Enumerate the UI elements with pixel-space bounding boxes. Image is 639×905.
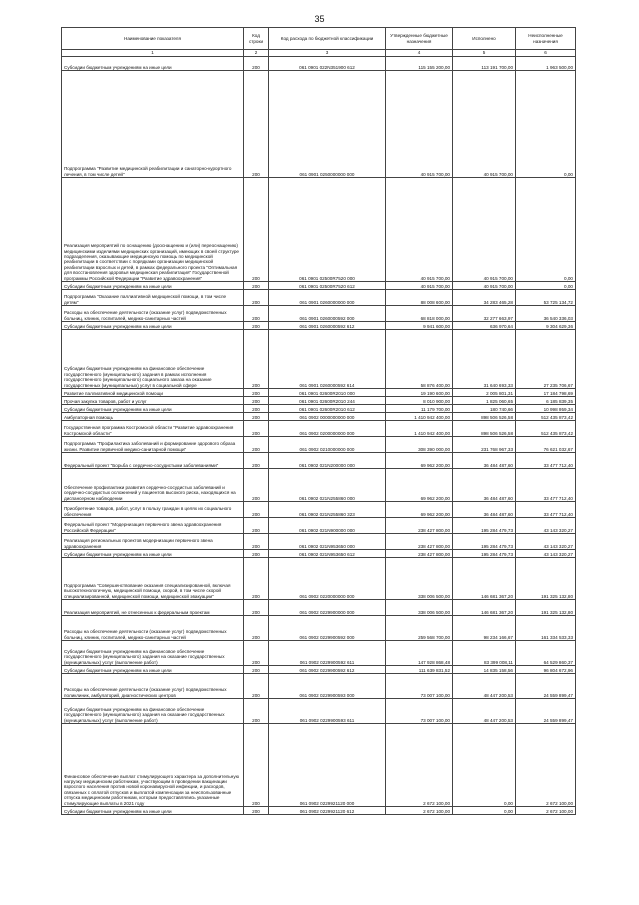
row-executed: 0,00: [453, 724, 516, 807]
row-line-code: 200: [244, 453, 269, 469]
row-name: Субсидии бюджетным учреждениям на иные цели: [62, 57, 244, 71]
row-approved: 115 155 200,00: [386, 57, 453, 71]
row-executed: 231 768 967,33: [453, 437, 516, 453]
table-row: [62, 616, 576, 641]
row-name: Прочая закупка товаров, работ и услуг: [62, 397, 244, 405]
row-name: Федеральный проект "Модернизация первичного звена здравоохранения Российской Федерации": [62, 518, 244, 534]
row-budget-code: 061 0902 0210000000 000: [269, 437, 386, 453]
row-budget-code: 061 0901 02600R2010 000: [269, 389, 386, 397]
table-row: [62, 469, 576, 502]
row-name: Субсидии бюджетным учреждениям на финансовое обеспечение государственного (муниципального) задания в рамках исполнения государственного (муниципального) социального заказа на оказание государственных (муниципальных) услуг в социальной сфере: [62, 330, 244, 389]
row-remaining: 191 325 132,80: [516, 558, 576, 600]
row-line-code: 200: [244, 330, 269, 389]
row-line-code: 200: [244, 71, 269, 178]
row-approved: 259 568 700,00: [386, 616, 453, 641]
row-remaining: 2 672 100,00: [516, 724, 576, 807]
row-executed: 180 740,66: [453, 405, 516, 413]
row-budget-code: 061 0902 0229900593 000: [269, 674, 386, 699]
row-remaining: 33 477 712,40: [516, 453, 576, 469]
row-line-code: 200: [244, 469, 269, 502]
header-unexecuted-appropriations: Неисполненные назначения: [516, 28, 576, 50]
row-remaining: 24 559 899,47: [516, 674, 576, 699]
table-row: [62, 699, 576, 724]
row-executed: 36 484 487,60: [453, 469, 516, 502]
row-executed: 2 005 801,31: [453, 389, 516, 397]
row-line-code: 200: [244, 290, 269, 306]
row-executed: 146 681 367,20: [453, 558, 516, 600]
row-line-code: 200: [244, 421, 269, 437]
row-approved: 73 007 100,00: [386, 674, 453, 699]
row-executed: 14 835 158,56: [453, 666, 516, 674]
row-name: Приобретение товаров, работ, услуг в пользу граждан в целях их социального обеспечения: [62, 502, 244, 518]
row-name: Реализация мероприятий, не отнесенных к федеральным проектам: [62, 600, 244, 616]
row-approved: 58 876 400,00: [386, 330, 453, 389]
table-row: [62, 666, 576, 674]
row-remaining: 161 334 533,33: [516, 616, 576, 641]
row-budget-code: 061 0901 022N351900 612: [269, 57, 386, 71]
row-line-code: 200: [244, 518, 269, 534]
row-approved: 238 427 800,00: [386, 534, 453, 550]
row-approved: 1 410 942 400,00: [386, 413, 453, 421]
row-name: Субсидии бюджетным учреждениям на иные цели: [62, 666, 244, 674]
header-budget-classification-code: Код расхода по бюджетной классификации: [269, 28, 386, 50]
row-budget-code: 061 0901 0260000592 000: [269, 306, 386, 322]
table-row: [62, 550, 576, 558]
row-remaining: 36 540 336,03: [516, 306, 576, 322]
row-remaining: 2 672 100,00: [516, 807, 576, 815]
row-executed: 195 284 479,73: [453, 518, 516, 534]
table-row: [62, 282, 576, 290]
row-remaining: 43 143 320,27: [516, 550, 576, 558]
row-budget-code: 061 0901 02600R2010 612: [269, 405, 386, 413]
row-approved: 338 006 500,00: [386, 558, 453, 600]
table-row: [62, 600, 576, 616]
row-line-code: 200: [244, 600, 269, 616]
row-budget-code: 061 0902 0229900592 612: [269, 666, 386, 674]
row-executed: 40 915 700,00: [453, 178, 516, 282]
row-budget-code: 061 0902 0000000000 000: [269, 413, 386, 421]
row-budget-code: 061 0902 021N255860 000: [269, 469, 386, 502]
row-budget-code: 061 0902 021N255860 323: [269, 502, 386, 518]
row-line-code: 200: [244, 389, 269, 397]
row-approved: 69 962 200,00: [386, 453, 453, 469]
column-number-row: [62, 50, 576, 57]
row-budget-code: 061 0902 0229900593 611: [269, 699, 386, 724]
row-name: Реализация региональных проектов модернизации первичного звена здравоохранения: [62, 534, 244, 550]
table-row: [62, 322, 576, 330]
row-executed: 40 915 700,00: [453, 282, 516, 290]
row-approved: 40 915 700,00: [386, 71, 453, 178]
row-executed: 0,00: [453, 807, 516, 815]
row-name: Субсидии бюджетным учреждениям на иные цели: [62, 322, 244, 330]
row-remaining: 64 529 860,37: [516, 641, 576, 666]
table-row: [62, 413, 576, 421]
table-row: [62, 389, 576, 397]
row-name: Федеральный проект "Борьба с сердечно-сосудистыми заболеваниями": [62, 453, 244, 469]
table-row: [62, 502, 576, 518]
row-name: Подпрограмма "Совершенствование оказания специализированной, включая высокотехнологичную, медицинской помощи, скорой, в том числе скорой специализированной, медицинской помощи, медицинской эвакуации": [62, 558, 244, 600]
row-budget-code: 061 0902 0220000000 000: [269, 558, 386, 600]
row-approved: 40 915 700,00: [386, 282, 453, 290]
row-name: Субсидии бюджетным учреждениям на иные цели: [62, 550, 244, 558]
row-approved: 8 010 900,00: [386, 397, 453, 405]
row-executed: 48 447 200,53: [453, 699, 516, 724]
row-remaining: 24 559 899,47: [516, 699, 576, 724]
row-approved: 2 672 100,00: [386, 807, 453, 815]
row-remaining: 1 963 500,00: [516, 57, 576, 71]
row-approved: 19 190 600,00: [386, 389, 453, 397]
row-remaining: 96 804 672,96: [516, 666, 576, 674]
row-name: Амбулаторная помощь: [62, 413, 244, 421]
column-number: 2: [244, 50, 269, 57]
row-name: Расходы на обеспечение деятельности (оказание услуг) подведомственных больниц, клиник, госпиталей, медико-санитарных частей: [62, 306, 244, 322]
header-line-code: Код строки: [244, 28, 269, 50]
row-approved: 111 639 831,52: [386, 666, 453, 674]
row-remaining: 9 304 629,36: [516, 322, 576, 330]
header-approved-appropriations: Утвержденные бюджетные назначения: [386, 28, 453, 50]
row-line-code: 200: [244, 674, 269, 699]
table-row: [62, 397, 576, 405]
row-line-code: 200: [244, 502, 269, 518]
row-budget-code: 061 0901 0260000592 612: [269, 322, 386, 330]
row-line-code: 200: [244, 616, 269, 641]
row-executed: 40 915 700,00: [453, 71, 516, 178]
row-approved: 238 427 800,00: [386, 518, 453, 534]
row-name: Обеспечение профилактики развития сердечно-сосудистых заболеваний и сердечно-сосудистых осложнений у пациентов высокого риска, находящихся на диспансерном наблюдении: [62, 469, 244, 502]
row-budget-code: 061 0901 02600R2010 244: [269, 397, 386, 405]
table-row: [62, 641, 576, 666]
row-approved: 68 818 000,00: [386, 306, 453, 322]
row-line-code: 200: [244, 306, 269, 322]
row-remaining: 76 621 032,67: [516, 437, 576, 453]
row-line-code: 200: [244, 397, 269, 405]
table-row: [62, 330, 576, 389]
row-name: Субсидии бюджетным учреждениям на финансовое обеспечение государственного (муниципального) задания на оказание государственных (муниципальных) услуг (выполнение работ): [62, 641, 244, 666]
row-remaining: 33 477 712,40: [516, 469, 576, 502]
column-number: 4: [386, 50, 453, 57]
table-row: [62, 453, 576, 469]
row-budget-code: 061 0902 021N900000 000: [269, 518, 386, 534]
row-executed: 195 284 479,73: [453, 550, 516, 558]
row-executed: 898 506 526,58: [453, 421, 516, 437]
row-remaining: 27 235 706,67: [516, 330, 576, 389]
row-executed: 146 681 367,20: [453, 600, 516, 616]
row-approved: 88 008 600,00: [386, 290, 453, 306]
row-remaining: 191 325 132,80: [516, 600, 576, 616]
table-row: [62, 405, 576, 413]
row-remaining: 43 143 320,27: [516, 534, 576, 550]
column-number: 5: [453, 50, 516, 57]
row-approved: 2 672 100,00: [386, 724, 453, 807]
row-budget-code: 061 0902 0229900592 611: [269, 641, 386, 666]
table-header-row: [62, 28, 576, 50]
row-approved: 147 928 868,48: [386, 641, 453, 666]
table-row: [62, 437, 576, 453]
row-name: Субсидии бюджетным учреждениям на иные цели: [62, 807, 244, 815]
row-name: Финансовое обеспечение выплат стимулирующего характера за дополнительную нагрузку медицинским работникам, участвующим в проведении вакцинации взрослого населения против новой коронавирусной инфекции, и расходов, связанных с оплатой отпусков и выплатой компенсации за неиспользованные отпуска медицинским работникам, которым предоставлялись указанные стимулирующие выплаты в 2021 году: [62, 724, 244, 807]
row-line-code: 200: [244, 558, 269, 600]
row-name: Подпрограмма "Профилактика заболеваний и формирование здорового образа жизни. Развитие первичной медико-санитарной помощи": [62, 437, 244, 453]
table-row: [62, 807, 576, 815]
row-name: Субсидии бюджетным учреждениям на финансовое обеспечение государственного (муниципального) задания на оказание государственных (муниципальных) услуг (выполнение работ): [62, 699, 244, 724]
table-row: [62, 674, 576, 699]
row-remaining: 33 477 712,40: [516, 502, 576, 518]
row-budget-code: 061 0902 0229900000 000: [269, 600, 386, 616]
row-executed: 31 640 693,33: [453, 330, 516, 389]
row-name: Реализация мероприятий по оснащению (дооснащению и (или) переоснащению) медицинскими изделиями медицинских организаций, имеющих в своей структуре подразделения, оказывающие медицинскую помощь по медицинской реабилитации в соответствии с порядками организации медицинской реабилитации взрослых и детей, в рамках федерального проекта "Оптимальная для восстановления здоровья медицинская реабилитация" Государственной программы Российской Федерации "Развитие здравоохранения": [62, 178, 244, 282]
row-executed: 195 284 479,73: [453, 534, 516, 550]
row-approved: 238 427 800,00: [386, 550, 453, 558]
row-line-code: 200: [244, 57, 269, 71]
row-remaining: 53 725 134,72: [516, 290, 576, 306]
row-remaining: 10 998 959,34: [516, 405, 576, 413]
header-indicator-name: Наименование показателя: [62, 28, 244, 50]
row-remaining: 17 184 798,69: [516, 389, 576, 397]
row-executed: 48 447 200,53: [453, 674, 516, 699]
row-line-code: 200: [244, 437, 269, 453]
row-budget-code: 061 0901 0250000000 000: [269, 71, 386, 178]
row-executed: 36 484 487,60: [453, 453, 516, 469]
column-number: 6: [516, 50, 576, 57]
row-budget-code: 061 0902 021N200000 000: [269, 453, 386, 469]
row-budget-code: 061 0901 0260000592 614: [269, 330, 386, 389]
table-row: [62, 290, 576, 306]
row-executed: 113 191 700,00: [453, 57, 516, 71]
table-row: [62, 57, 576, 71]
page-number: 35: [314, 14, 325, 24]
row-line-code: 200: [244, 807, 269, 815]
row-name: Подпрограмма "Развитие медицинской реабилитации и санаторно-курортного лечения, в том числе детей": [62, 71, 244, 178]
table-row: [62, 306, 576, 322]
row-executed: 898 506 526,58: [453, 413, 516, 421]
row-budget-code: 061 0902 0229900592 000: [269, 616, 386, 641]
row-approved: 338 006 500,00: [386, 600, 453, 616]
table-row: [62, 534, 576, 550]
row-line-code: 200: [244, 550, 269, 558]
table-row: [62, 558, 576, 600]
row-remaining: 0,00: [516, 71, 576, 178]
row-line-code: 200: [244, 322, 269, 330]
row-line-code: 200: [244, 282, 269, 290]
budget-execution-table: [61, 27, 576, 815]
table-body: [62, 57, 576, 815]
row-executed: 83 399 008,11: [453, 641, 516, 666]
row-name: Развитие паллиативной медицинской помощи: [62, 389, 244, 397]
row-name: Субсидии бюджетным учреждениям на иные цели: [62, 282, 244, 290]
row-executed: 36 484 487,60: [453, 502, 516, 518]
row-line-code: 200: [244, 641, 269, 666]
row-name: Государственная программа Костромской области "Развитие здравоохранения Костромской области": [62, 421, 244, 437]
row-approved: 308 390 000,00: [386, 437, 453, 453]
table-row: [62, 71, 576, 178]
row-line-code: 200: [244, 724, 269, 807]
row-approved: 69 962 200,00: [386, 502, 453, 518]
row-approved: 69 962 200,00: [386, 469, 453, 502]
row-budget-code: 061 0902 0229921120 000: [269, 724, 386, 807]
row-budget-code: 061 0902 021N953650 000: [269, 534, 386, 550]
row-budget-code: 061 0902 021N953650 612: [269, 550, 386, 558]
row-line-code: 200: [244, 178, 269, 282]
row-budget-code: 061 0902 0200000000 000: [269, 421, 386, 437]
table-row: [62, 178, 576, 282]
row-remaining: 0,00: [516, 178, 576, 282]
row-approved: 9 941 600,00: [386, 322, 453, 330]
row-budget-code: 061 0901 02500R7520 612: [269, 282, 386, 290]
table-row: [62, 518, 576, 534]
row-remaining: 512 435 873,42: [516, 413, 576, 421]
row-approved: 40 915 700,00: [386, 178, 453, 282]
row-name: Расходы на обеспечение деятельности (оказание услуг) подведомственных поликлиник, амбулаторий, диагностических центров: [62, 674, 244, 699]
row-line-code: 200: [244, 413, 269, 421]
row-remaining: 0,00: [516, 282, 576, 290]
row-name: Субсидии бюджетным учреждениям на иные цели: [62, 405, 244, 413]
row-line-code: 200: [244, 699, 269, 724]
row-remaining: 512 435 873,42: [516, 421, 576, 437]
row-name: Расходы на обеспечение деятельности (оказание услуг) подведомственных больниц, клиник, госпиталей, медико-санитарных частей: [62, 616, 244, 641]
row-approved: 1 410 942 400,00: [386, 421, 453, 437]
row-approved: 11 179 700,00: [386, 405, 453, 413]
row-remaining: 6 185 839,35: [516, 397, 576, 405]
row-budget-code: 061 0901 0260000000 000: [269, 290, 386, 306]
column-number: 3: [269, 50, 386, 57]
header-executed: Исполнено: [453, 28, 516, 50]
row-line-code: 200: [244, 666, 269, 674]
table-row: [62, 724, 576, 807]
table-row: [62, 421, 576, 437]
row-executed: 636 970,64: [453, 322, 516, 330]
row-remaining: 43 143 320,27: [516, 518, 576, 534]
row-name: Подпрограмма "Оказание паллиативной медицинской помощи, в том числе детям": [62, 290, 244, 306]
row-budget-code: 061 0902 0229921120 612: [269, 807, 386, 815]
row-line-code: 200: [244, 405, 269, 413]
row-executed: 1 825 060,65: [453, 397, 516, 405]
column-number: 1: [62, 50, 244, 57]
row-approved: 73 007 100,00: [386, 699, 453, 724]
row-budget-code: 061 0901 02500R7520 000: [269, 178, 386, 282]
row-line-code: 200: [244, 534, 269, 550]
row-executed: 32 277 663,97: [453, 306, 516, 322]
row-executed: 98 234 166,67: [453, 616, 516, 641]
row-executed: 34 283 465,28: [453, 290, 516, 306]
